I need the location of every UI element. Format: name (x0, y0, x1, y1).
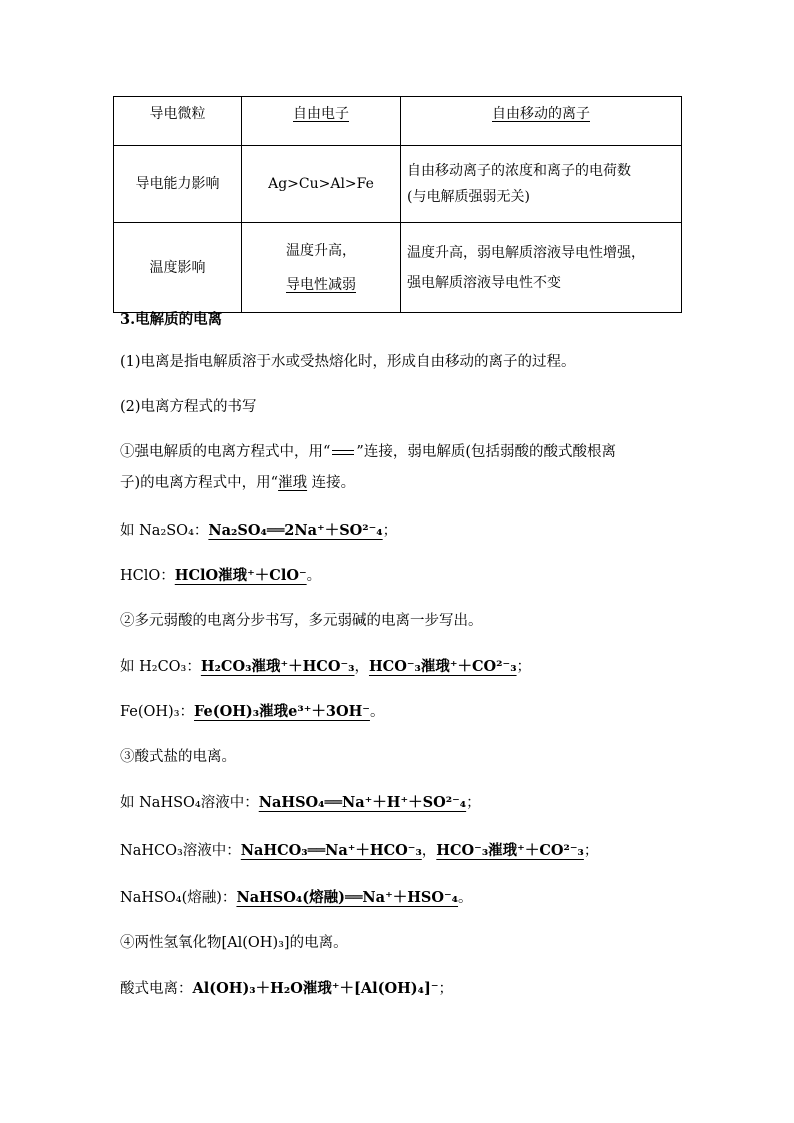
equation-line: 如 Na₂SO₄：Na₂SO₄══2Na⁺＋SO²⁻₄； (120, 522, 398, 539)
paragraph: ③酸式盐的电离。 (120, 749, 236, 765)
paragraph: ④两性氢氧化物[Al(OH)₃]的电离。 (120, 935, 348, 951)
cell-text: 导电性减弱 (286, 276, 356, 293)
equation-line: NaHCO₃溶液中：NaHCO₃══Na⁺＋HCO⁻₃，HCO⁻₃漼珴⁺＋CO²⁻₃； (120, 842, 599, 859)
row-header: 导电能力影响 (114, 146, 242, 223)
conductivity-table (113, 96, 682, 313)
paragraph: (2)电离方程式的书写 (120, 399, 257, 415)
equation-line: 酸式电离：Al(OH)₃＋H₂O漼珴⁺＋[Al(OH)₄]⁻； (120, 980, 454, 997)
cell-text: 自由电子 (293, 106, 349, 122)
cell-text: 温度升高，弱电解质溶液导电性增强， (407, 244, 645, 261)
equation-line: NaHSO₄(熔融)：NaHSO₄(熔融)══Na⁺＋HSO⁻₄。 (120, 889, 473, 906)
equation-line: 如 NaHSO₄溶液中：NaHSO₄══Na⁺＋H⁺＋SO²⁻₄； (120, 794, 481, 811)
cell-text: Ag>Cu>Al>Fe (242, 146, 401, 223)
equation-line: Fe(OH)₃：Fe(OH)₃漼珴e³⁺＋3OH⁻。 (120, 703, 385, 720)
equation: H₂CO₃漼珴⁺＋HCO⁻₃ (200, 658, 355, 675)
equation: HClO漼珴⁺＋ClO⁻ (174, 567, 307, 584)
cell-text: 自由移动的离子 (492, 106, 590, 122)
equation: NaHSO₄══Na⁺＋H⁺＋SO²⁻₄ (258, 794, 467, 811)
paragraph: ②多元弱酸的电离分步书写，多元弱碱的电离一步写出。 (120, 613, 483, 629)
equation: NaHSO₄(熔融)══Na⁺＋HSO⁻₄ (236, 889, 459, 906)
row-header: 温度影响 (114, 223, 242, 313)
equals-sign-icon (332, 450, 354, 455)
cell-text: 强电解质溶液导电性不变 (407, 274, 561, 291)
cell-text: 自由移动离子的浓度和离子的电荷数 (407, 163, 631, 179)
paragraph: ①强电解质的电离方程式中，用“ ”连接，弱电解质(包括弱酸的酸式酸根离 (120, 444, 616, 460)
equation: HCO⁻₃漼珴⁺＋CO²⁻₃ (368, 658, 517, 675)
paragraph: 子)的电离方程式中，用“漼珴 连接。 (120, 475, 356, 491)
equation: NaHCO₃══Na⁺＋HCO⁻₃ (240, 842, 422, 859)
equation: Na₂SO₄══2Na⁺＋SO²⁻₄ (208, 522, 383, 539)
equation: Fe(OH)₃漼珴e³⁺＋3OH⁻ (194, 703, 370, 720)
equation: HCO⁻₃漼珴⁺＋CO²⁻₃ (436, 842, 584, 859)
cell-text: 温度升高， (286, 242, 356, 259)
paragraph: (1)电离是指电解质溶于水或受热熔化时，形成自由移动的离子的过程。 (120, 354, 576, 370)
equation: Al(OH)₃＋H₂O漼珴⁺＋[Al(OH)₄]⁻ (192, 980, 439, 997)
cell-text: (与电解质强弱无关) (407, 189, 530, 205)
row-header: 导电微粒 (114, 97, 242, 146)
equation-line: 如 H₂CO₃：H₂CO₃漼珴⁺＋HCO⁻₃，HCO⁻₃漼珴⁺＋CO²⁻₃； (120, 658, 532, 675)
section-heading: 3.电解质的电离 (120, 311, 223, 328)
equation-line: HClO：HClO漼珴⁺＋ClO⁻。 (120, 567, 322, 584)
